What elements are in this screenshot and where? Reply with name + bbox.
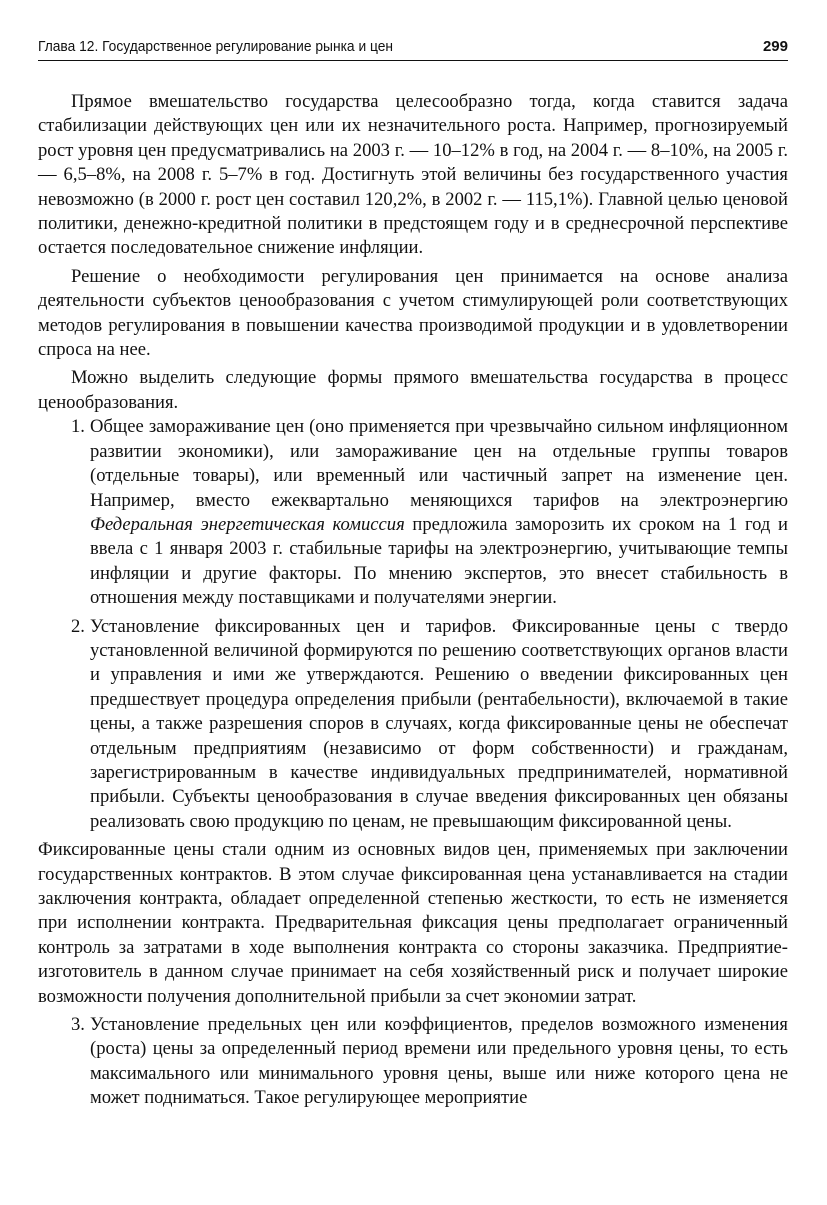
paragraph-forms-intro: Можно выделить следующие формы прямого вмешательства государства в процесс ценообразования. bbox=[38, 367, 788, 413]
page-number: 299 bbox=[762, 38, 788, 55]
list-item-text-continued: предложила заморозить их сроком на 1 год и ввела с 1 января 2003 г. стабильные тарифы на электроэнергию, учитывающие темпы инфляции и другие факторы. По мнению экспертов, это внесет стабильность в отношения между поставщиками и получателями энергии. bbox=[90, 513, 788, 609]
paragraph-regulation-decision: Решение о необходимости регулирования цен принимается на основе анализа деятельности субъектов ценообразования с учетом стимулирующей роли соответствующих методов регулирования в повышении качества производимой продукции и в удовлетворении спроса на нее. bbox=[38, 265, 788, 361]
paragraph-fixed-prices-contracts: Фиксированные цены стали одним из основных видов цен, применяемых при заключении государственных контрактов. В этом случае фиксированная цена устанавливается на стадии заключения контракта, обладает определенной степенью жесткости, то есть не изменяется при исполнении контракта. Предварительная фиксация цены предполагает ограниченный контроль за затратами в ходе выполнения контракта со стороны заказчика. Предприятие-изготовитель в данном случае принимает на себя хозяйственный риск и получает широкие возможности получения дополнительной прибыли за счет экономии затрат. bbox=[38, 839, 788, 1007]
emphasized-organization: Федеральная энергетическая комиссия bbox=[90, 513, 405, 535]
chapter-title: Глава 12. Государственное регулирование рынка и цен bbox=[38, 38, 394, 55]
list-item-price-freeze bbox=[38, 415, 788, 610]
list-item-number: 3. bbox=[71, 1014, 85, 1036]
list-item-number: 1. bbox=[71, 416, 85, 438]
running-header bbox=[38, 36, 788, 61]
list-item-text: Общее замораживание цен (оно применяется при чрезвычайно сильном инфляционном развитии экономики), или замораживание цен на отдельные группы товаров (отдельные товары), или временный или частичный запрет на изменение цен. Например, вместо ежеквартально меняющихся тарифов на электроэнергию bbox=[90, 416, 788, 511]
list-item-text: Установление фиксированных цен и тарифов. Фиксированные цены с твердо установленной величиной формируются по решению соответствующих органов власти и управления и ими же утверждаются. Решению о введении фиксированных цен предшествует процедура определения прибыли (рентабельности), включаемой в такие цены, а также разрешения споров в случаях, когда фиксированные цены не обеспечат отдельным предприятиям (независимо от форм собственности) и гражданам, зарегистрированным в качестве индивидуальных предпринимателей, нормативной прибыли. Субъекты ценообразования в случае введения фиксированных цен обязаны реализовать свою продукцию по ценам, не превышающим фиксированной цены. bbox=[90, 615, 788, 832]
list-item-text: Установление предельных цен или коэффициентов, пределов возможного изменения (роста) цены за определенный период времени или предельного уровня цены, то есть максимального или минимального уровня цены, выше или ниже которого цена не может подниматься. Такое регулирующее мероприятие bbox=[90, 1014, 788, 1109]
page-body bbox=[38, 90, 788, 1111]
list-item-price-limits bbox=[38, 1013, 788, 1111]
list-item-fixed-prices bbox=[38, 615, 788, 835]
paragraph-direct-intervention: Прямое вмешательство государства целесообразно тогда, когда ставится задача стабилизации действующих цен или их незначительного роста. Например, прогнозируемый рост уровня цен предусматривались на 2003 г. — 10–12% в год, на 2004 г. — 8–10%, на 2005 г. — 6,5–8%, на 2008 г. 5–7% в год. Достигнуть этой величины без государственного участия невозможно (в 2000 г. рост цен составил 120,2%, в 2002 г. — 115,1%). Главной целью ценовой политики, денежно-кредитной политики в предстоящем году и в среднесрочной перспективе остается последовательное снижение инфляции. bbox=[38, 91, 788, 259]
list-item-number: 2. bbox=[71, 615, 85, 637]
